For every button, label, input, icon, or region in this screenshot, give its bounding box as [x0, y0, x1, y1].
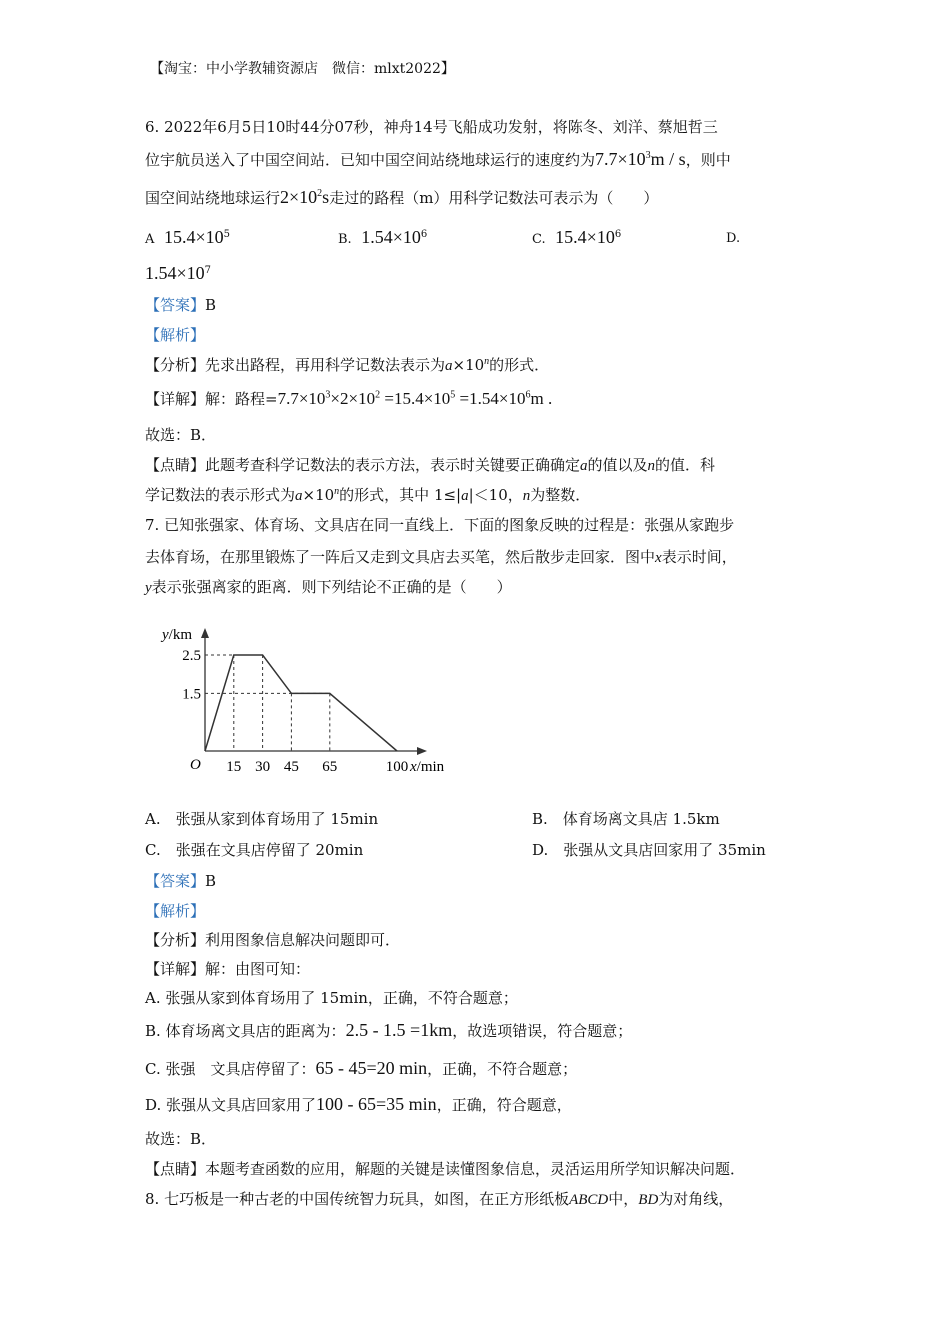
q7-choice: 故选：B． [145, 1130, 217, 1148]
page-header: 【淘宝：中小学教辅资源店 微信：mlxt2022】 [150, 61, 455, 77]
x-axis-arrow [417, 747, 427, 755]
q7-line1: 7. 已知张强家、体育场、文具店在同一直线上．下面的图象反映的过程是：张强从家跑步 [145, 516, 735, 534]
y-axis-arrow [201, 628, 209, 638]
q7-dianjing: 【点睛】本题考查函数的应用，解题的关键是读懂图象信息，灵活运用所学知识解决问题． [145, 1160, 746, 1178]
q7-c-line: C. 张强 文具店停留了：65 - 45=20 min，正确，不符合题意； [145, 1058, 578, 1078]
q7-option-d: D. 张强从文具店回家用了 35min [532, 841, 766, 859]
q6-speed-math: $7.7\times 10^3m / s$ [595, 149, 686, 169]
x-tick-label: 15 [226, 759, 242, 775]
y-axis-label: y/km [162, 627, 193, 643]
q6-analysis-tag: 【解析】 [145, 326, 206, 344]
q7-xiangjie: 【详解】解：由图可知： [145, 960, 311, 978]
q7-line2: 去体育场，在那里锻炼了一阵后又走到文具店去买笔，然后散步走回家．图中x表示时间， [145, 548, 737, 566]
q6-dianjing-line2: 学记数法的表示形式为$a\times 10^n$的形式，其中 1≤|a|＜10，n为整数． [145, 486, 591, 504]
q7-answer: 【答案】B [145, 872, 217, 890]
q6-fenxi: 【分析】先求出路程，再用科学记数法表示为$a\times 10^n$的形式． [145, 356, 550, 374]
x-tick-label: 45 [283, 759, 299, 775]
q6-line1: 6. 2022年6月5日10时44分07秒，神舟14号飞船成功发射，将陈冬、刘洋、蔡旭哲三 [145, 118, 718, 136]
q7-a-line: A. 张强从家到体育场用了 15min，正确，不符合题意； [145, 989, 518, 1007]
q6-time-math: $2\times 10^2s$ [280, 187, 330, 207]
q7-option-c: C. 张强在文具店停留了 20min [145, 841, 364, 859]
q6-option-c: C. $15.4\times 10^6$ [532, 227, 622, 247]
q6-option-d-label: D. [726, 231, 741, 246]
q7-d-line: D. 张强从文具店回家用了100 - 65=35 min，正确，符合题意， [145, 1094, 572, 1114]
y-tick-label: 1.5 [182, 686, 201, 703]
q7-option-b: B. 体育场离文具店 1.5km [532, 810, 720, 828]
q6-xiangjie: 【详解】解：路程$=7.7\times 10^3\times 2\times 10^2 =15.4\times 10^5 =1.54\times 10^6m$ . [145, 389, 553, 408]
x-tick-label: 65 [322, 759, 338, 775]
x-tick-label: 30 [255, 759, 271, 775]
q6-option-d: $1.54\times 10^7$ [145, 263, 212, 283]
q7-fenxi: 【分析】利用图象信息解决问题即可． [145, 931, 401, 949]
origin-label: O [190, 757, 201, 773]
x-axis-label: x/min [410, 759, 445, 775]
q7-line3: y表示张强离家的距离．则下列结论不正确的是（ ） [145, 578, 512, 596]
q6-answer: 【答案】B [145, 296, 217, 314]
q6-line3: 国空间站绕地球运行$2\times 10^2s$走过的路程（m）用科学记数法可表示为（ ） [145, 187, 659, 207]
q6-dianjing-line1: 【点睛】此题考查科学记数法的表示方法，表示时关键要正确确定a的值以及n的值．科 [145, 456, 716, 474]
q6-line2: 位宇航员送入了中国空间站．已知中国空间站绕地球运行的速度约为$7.7\times 10^3m / s$，则中 [145, 149, 731, 169]
q6-choice: 故选：B． [145, 426, 217, 444]
q7-b-line: B. 体育场离文具店的距离为：2.5 - 1.5 =1km，故选项错误，符合题意； [145, 1020, 633, 1040]
q7-analysis-tag: 【解析】 [145, 902, 206, 920]
q6-line2-text: 位宇航员送入了中国空间站．已知中国空间站绕地球运行的速度约为 [145, 151, 596, 169]
distance-time-graph [150, 618, 470, 788]
y-tick-label: 2.5 [182, 648, 201, 664]
q7-option-a: A. 张强从家到体育场用了 15min [145, 810, 379, 828]
q6-option-a: A $15.4\times 10^5$ [145, 227, 230, 247]
q6-option-b: B. $1.54\times 10^6$ [338, 227, 428, 247]
q8-line1: 8. 七巧板是一种古老的中国传统智力玩具，如图，在正方形纸板ABCD中，BD为对角线， [145, 1190, 734, 1208]
x-tick-label: 100 [385, 759, 409, 775]
